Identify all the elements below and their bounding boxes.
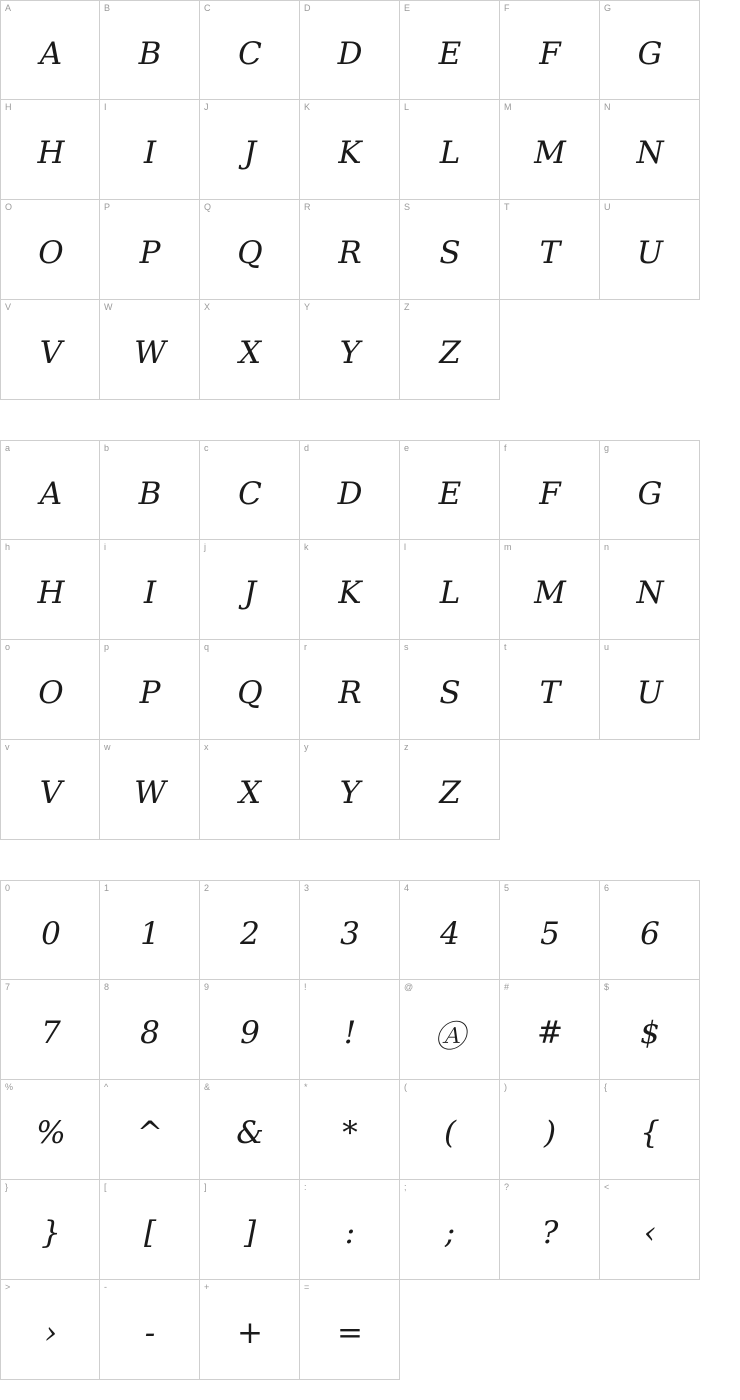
- glyph-code-label: m: [504, 542, 512, 552]
- glyph-sample: T: [539, 675, 561, 711]
- glyph-sample: [: [143, 1215, 157, 1251]
- glyph-code-label: w: [104, 742, 111, 752]
- glyph-code-label: =: [304, 1282, 310, 1292]
- glyph-cell: [100, 640, 200, 740]
- glyph-sample: Ⓐ: [434, 1018, 466, 1055]
- glyph-cell: [200, 1280, 300, 1380]
- glyph-cell-empty: [500, 740, 600, 840]
- glyph-sample: A: [39, 36, 63, 72]
- glyph-cell: [200, 440, 300, 540]
- glyph-cell: [200, 200, 300, 300]
- glyph-cell-empty: [400, 1280, 500, 1380]
- glyph-sample: S: [439, 675, 461, 711]
- glyph-code-label: 4: [404, 883, 410, 893]
- glyph-code-label: y: [304, 742, 309, 752]
- glyph-cell: [0, 1080, 100, 1180]
- glyph-sample: &: [236, 1115, 264, 1151]
- glyph-sample: C: [238, 36, 262, 72]
- glyph-code-label: a: [5, 443, 11, 453]
- glyph-sample: ^: [137, 1115, 163, 1151]
- glyph-cell: [400, 640, 500, 740]
- glyph-code-label: 1: [104, 883, 110, 893]
- glyph-code-label: Z: [404, 302, 410, 312]
- glyph-code-label: ]: [204, 1182, 207, 1192]
- glyph-code-label: O: [5, 202, 13, 212]
- glyph-cell: [0, 980, 100, 1080]
- glyph-sample: 9: [240, 1015, 260, 1051]
- glyph-cell: [400, 100, 500, 200]
- glyph-cell: [300, 540, 400, 640]
- glyph-cell: [400, 1080, 500, 1180]
- glyph-sample: Y: [339, 775, 361, 811]
- glyph-sample: M: [534, 135, 566, 171]
- glyph-code-label: E: [404, 3, 411, 13]
- glyph-sample: H: [37, 135, 65, 171]
- glyph-cell: [100, 740, 200, 840]
- glyph-cell: [300, 1080, 400, 1180]
- glyph-code-label: !: [304, 982, 307, 992]
- glyph-sample: (: [443, 1115, 457, 1151]
- glyph-cell: [300, 980, 400, 1080]
- glyph-cell: [100, 980, 200, 1080]
- glyph-cell: [500, 880, 600, 980]
- glyph-cell: [200, 540, 300, 640]
- glyph-sample: H: [37, 575, 65, 611]
- glyph-sample: $: [640, 1015, 660, 1051]
- glyph-code-label: U: [604, 202, 611, 212]
- glyph-cell-empty: [600, 1280, 700, 1380]
- glyph-cell: [400, 200, 500, 300]
- glyph-block-lowercase: [0, 440, 740, 840]
- glyph-code-label: M: [504, 102, 512, 112]
- glyph-code-label: %: [5, 1082, 14, 1092]
- block-spacer-2: [0, 840, 740, 880]
- glyph-sample: F: [539, 36, 561, 72]
- glyph-code-label: z: [404, 742, 409, 752]
- glyph-sample: 3: [340, 916, 360, 952]
- glyph-code-label: S: [404, 202, 411, 212]
- glyph-sample: Z: [439, 335, 461, 371]
- glyph-cell: [100, 0, 200, 100]
- glyph-sample: 8: [140, 1015, 160, 1051]
- glyph-code-label: I: [104, 102, 107, 112]
- glyph-code-label: 5: [504, 883, 510, 893]
- glyph-sample: V: [39, 335, 63, 371]
- glyph-sample: P: [139, 675, 161, 711]
- glyph-cell: [0, 880, 100, 980]
- glyph-sample: R: [338, 235, 362, 271]
- glyph-code-label: 6: [604, 883, 610, 893]
- glyph-cell: [500, 980, 600, 1080]
- glyph-sample: -: [144, 1315, 156, 1351]
- glyph-cell: [300, 0, 400, 100]
- glyph-cell: [600, 0, 700, 100]
- glyph-cell: [200, 740, 300, 840]
- glyph-cell: [500, 1180, 600, 1280]
- glyph-sample: +: [237, 1315, 263, 1351]
- glyph-cell: [100, 1080, 200, 1180]
- glyph-code-label: ?: [504, 1182, 510, 1192]
- glyph-cell: [600, 440, 700, 540]
- glyph-code-label: k: [304, 542, 309, 552]
- glyph-sample: D: [337, 476, 363, 512]
- glyph-code-label: N: [604, 102, 611, 112]
- glyph-sample: {: [640, 1115, 660, 1151]
- glyph-sample: P: [139, 235, 161, 271]
- glyph-cell: [500, 200, 600, 300]
- glyph-sample: Y: [339, 335, 361, 371]
- glyph-sample: ;: [444, 1215, 456, 1251]
- glyph-code-label: *: [304, 1082, 308, 1092]
- glyph-cell: [500, 100, 600, 200]
- glyph-code-label: {: [604, 1082, 608, 1092]
- glyph-block-uppercase: [0, 0, 740, 400]
- glyph-code-label: R: [304, 202, 311, 212]
- glyph-cell: [400, 880, 500, 980]
- glyph-code-label: u: [604, 642, 610, 652]
- glyph-grid-uppercase: [0, 0, 700, 400]
- glyph-cell: [100, 880, 200, 980]
- glyph-code-label: ;: [404, 1182, 407, 1192]
- glyph-code-label: @: [404, 982, 414, 992]
- glyph-cell: [300, 880, 400, 980]
- glyph-sample: G: [637, 36, 663, 72]
- glyph-code-label: }: [5, 1182, 9, 1192]
- glyph-sample: }: [41, 1215, 61, 1251]
- glyph-sample: R: [338, 675, 362, 711]
- glyph-cell: [600, 980, 700, 1080]
- glyph-code-label: p: [104, 642, 110, 652]
- glyph-cell: [500, 0, 600, 100]
- glyph-sample: N: [636, 135, 664, 171]
- glyph-sample: T: [539, 235, 561, 271]
- glyph-cell: [600, 100, 700, 200]
- glyph-code-label: d: [304, 443, 310, 453]
- glyph-cell: [200, 0, 300, 100]
- glyph-sample: A: [39, 476, 63, 512]
- glyph-cell: [400, 440, 500, 540]
- glyph-code-label: ^: [104, 1082, 109, 1092]
- glyph-sample: J: [243, 575, 257, 611]
- glyph-cell: [100, 540, 200, 640]
- glyph-code-label: h: [5, 542, 11, 552]
- glyph-cell: [200, 640, 300, 740]
- glyph-sample: :: [344, 1215, 356, 1251]
- glyph-cell: [0, 1180, 100, 1280]
- glyph-code-label: >: [5, 1282, 11, 1292]
- glyph-cell: [300, 300, 400, 400]
- glyph-cell: [600, 540, 700, 640]
- glyph-cell: [600, 200, 700, 300]
- glyph-sample: I: [143, 575, 157, 611]
- glyph-code-label: T: [504, 202, 510, 212]
- glyph-code-label: H: [5, 102, 12, 112]
- glyph-cell: [100, 1180, 200, 1280]
- glyph-sample: W: [134, 335, 166, 371]
- glyph-cell: [500, 1080, 600, 1180]
- glyph-code-label: B: [104, 3, 111, 13]
- glyph-cell: [400, 300, 500, 400]
- glyph-sample: B: [138, 476, 162, 512]
- glyph-code-label: F: [504, 3, 510, 13]
- glyph-sample: J: [243, 135, 257, 171]
- glyph-cell-empty: [600, 300, 700, 400]
- glyph-code-label: V: [5, 302, 12, 312]
- glyph-code-label: x: [204, 742, 209, 752]
- glyph-cell: [100, 440, 200, 540]
- glyph-code-label: Q: [204, 202, 212, 212]
- glyph-sample: =: [337, 1315, 363, 1351]
- glyph-cell: [0, 0, 100, 100]
- glyph-cell: [400, 1180, 500, 1280]
- glyph-code-label: t: [504, 642, 507, 652]
- glyph-code-label: g: [604, 443, 610, 453]
- glyph-code-label: j: [204, 542, 206, 552]
- glyph-cell: [200, 880, 300, 980]
- glyph-sample: G: [637, 476, 663, 512]
- glyph-code-label: A: [5, 3, 12, 13]
- glyph-code-label: D: [304, 3, 311, 13]
- glyph-sample: 0: [41, 916, 61, 952]
- glyph-sample: N: [636, 575, 664, 611]
- glyph-cell: [600, 1180, 700, 1280]
- glyph-sample: C: [238, 476, 262, 512]
- glyph-sample: O: [38, 675, 64, 711]
- glyph-cell: [400, 980, 500, 1080]
- glyph-sample: ]: [243, 1215, 257, 1251]
- glyph-grid-lowercase: [0, 440, 700, 840]
- glyph-cell: [300, 640, 400, 740]
- glyph-cell: [300, 200, 400, 300]
- glyph-sample: 5: [540, 916, 560, 952]
- glyph-code-label: -: [104, 1282, 107, 1292]
- glyph-code-label: q: [204, 642, 210, 652]
- glyph-sample: S: [439, 235, 461, 271]
- glyph-code-label: Y: [304, 302, 311, 312]
- glyph-sample: D: [337, 36, 363, 72]
- glyph-code-label: n: [604, 542, 610, 552]
- glyph-code-label: o: [5, 642, 11, 652]
- glyph-sample: #: [537, 1015, 563, 1051]
- glyph-cell: [0, 640, 100, 740]
- glyph-sample: 6: [640, 916, 660, 952]
- glyph-sample: U: [636, 675, 664, 711]
- glyph-code-label: &: [204, 1082, 211, 1092]
- glyph-code-label: b: [104, 443, 110, 453]
- glyph-cell: [300, 100, 400, 200]
- glyph-sample: W: [134, 775, 166, 811]
- glyph-code-label: P: [104, 202, 111, 212]
- glyph-grid-symbols: [0, 880, 700, 1380]
- glyph-sample: F: [539, 476, 561, 512]
- glyph-cell: [0, 740, 100, 840]
- block-spacer-1: [0, 400, 740, 440]
- glyph-code-label: $: [604, 982, 610, 992]
- glyph-code-label: r: [304, 642, 307, 652]
- glyph-cell: [400, 740, 500, 840]
- glyph-cell: [300, 440, 400, 540]
- glyph-code-label: 2: [204, 883, 210, 893]
- glyph-code-label: l: [404, 542, 406, 552]
- glyph-cell: [200, 980, 300, 1080]
- glyph-sample: 4: [440, 916, 460, 952]
- glyph-sample: 2: [240, 916, 260, 952]
- glyph-code-label: L: [404, 102, 410, 112]
- glyph-cell: [300, 740, 400, 840]
- glyph-sample: K: [338, 575, 362, 611]
- glyph-sample: ?: [541, 1215, 559, 1251]
- glyph-code-label: 0: [5, 883, 11, 893]
- glyph-cell: [300, 1180, 400, 1280]
- glyph-sample: L: [439, 575, 461, 611]
- glyph-code-label: J: [204, 102, 209, 112]
- glyph-cell: [500, 540, 600, 640]
- glyph-code-label: +: [204, 1282, 210, 1292]
- glyph-cell: [500, 440, 600, 540]
- glyph-code-label: C: [204, 3, 211, 13]
- glyph-code-label: f: [504, 443, 507, 453]
- glyph-sample: %: [36, 1115, 66, 1151]
- glyph-cell: [200, 1080, 300, 1180]
- glyph-sample: ‹: [643, 1215, 657, 1251]
- glyph-cell: [0, 200, 100, 300]
- glyph-sample: Z: [439, 775, 461, 811]
- glyph-code-label: i: [104, 542, 106, 552]
- glyph-cell: [600, 640, 700, 740]
- glyph-cell-empty: [600, 740, 700, 840]
- glyph-block-symbols: [0, 880, 740, 1380]
- glyph-sample: X: [238, 775, 262, 811]
- glyph-cell: [400, 0, 500, 100]
- glyph-cell: [300, 1280, 400, 1380]
- glyph-sample: *: [342, 1115, 358, 1151]
- glyph-cell: [100, 200, 200, 300]
- glyph-sample: ): [543, 1115, 557, 1151]
- glyph-cell: [200, 100, 300, 200]
- glyph-cell: [100, 100, 200, 200]
- glyph-cell-empty: [500, 1280, 600, 1380]
- glyph-cell: [100, 300, 200, 400]
- glyph-sample: Q: [237, 675, 263, 711]
- glyph-code-label: [: [104, 1182, 107, 1192]
- glyph-sample: !: [343, 1015, 357, 1051]
- glyph-cell: [0, 1280, 100, 1380]
- glyph-code-label: X: [204, 302, 211, 312]
- glyph-code-label: 3: [304, 883, 310, 893]
- glyph-sample: 1: [140, 916, 160, 952]
- glyph-cell: [0, 540, 100, 640]
- glyph-sample: V: [39, 775, 63, 811]
- glyph-code-label: <: [604, 1182, 610, 1192]
- glyph-code-label: (: [404, 1082, 407, 1092]
- glyph-code-label: :: [304, 1182, 307, 1192]
- glyph-code-label: W: [104, 302, 113, 312]
- glyph-sample: X: [238, 335, 262, 371]
- glyph-sample: O: [38, 235, 64, 271]
- glyph-code-label: v: [5, 742, 10, 752]
- glyph-sample: L: [439, 135, 461, 171]
- glyph-cell: [200, 1180, 300, 1280]
- glyph-code-label: 8: [104, 982, 110, 992]
- glyph-code-label: c: [204, 443, 209, 453]
- glyph-sample: 7: [41, 1015, 61, 1051]
- glyph-cell: [100, 1280, 200, 1380]
- glyph-code-label: G: [604, 3, 612, 13]
- glyph-code-label: s: [404, 642, 409, 652]
- glyph-sample: B: [138, 36, 162, 72]
- glyph-cell: [400, 540, 500, 640]
- glyph-code-label: ): [504, 1082, 507, 1092]
- glyph-code-label: 9: [204, 982, 210, 992]
- glyph-code-label: K: [304, 102, 311, 112]
- glyph-sample: E: [438, 36, 462, 72]
- glyph-cell-empty: [500, 300, 600, 400]
- glyph-sample: K: [338, 135, 362, 171]
- glyph-code-label: e: [404, 443, 410, 453]
- glyph-cell: [0, 100, 100, 200]
- glyph-code-label: #: [504, 982, 510, 992]
- glyph-cell: [200, 300, 300, 400]
- glyph-sample: ›: [44, 1315, 58, 1351]
- glyph-sample: U: [636, 235, 664, 271]
- glyph-sample: I: [143, 135, 157, 171]
- glyph-sample: M: [534, 575, 566, 611]
- glyph-cell: [500, 640, 600, 740]
- glyph-sample: Q: [237, 235, 263, 271]
- glyph-cell: [600, 1080, 700, 1180]
- glyph-cell: [600, 880, 700, 980]
- glyph-cell: [0, 300, 100, 400]
- glyph-code-label: 7: [5, 982, 11, 992]
- glyph-sample: E: [438, 476, 462, 512]
- glyph-cell: [0, 440, 100, 540]
